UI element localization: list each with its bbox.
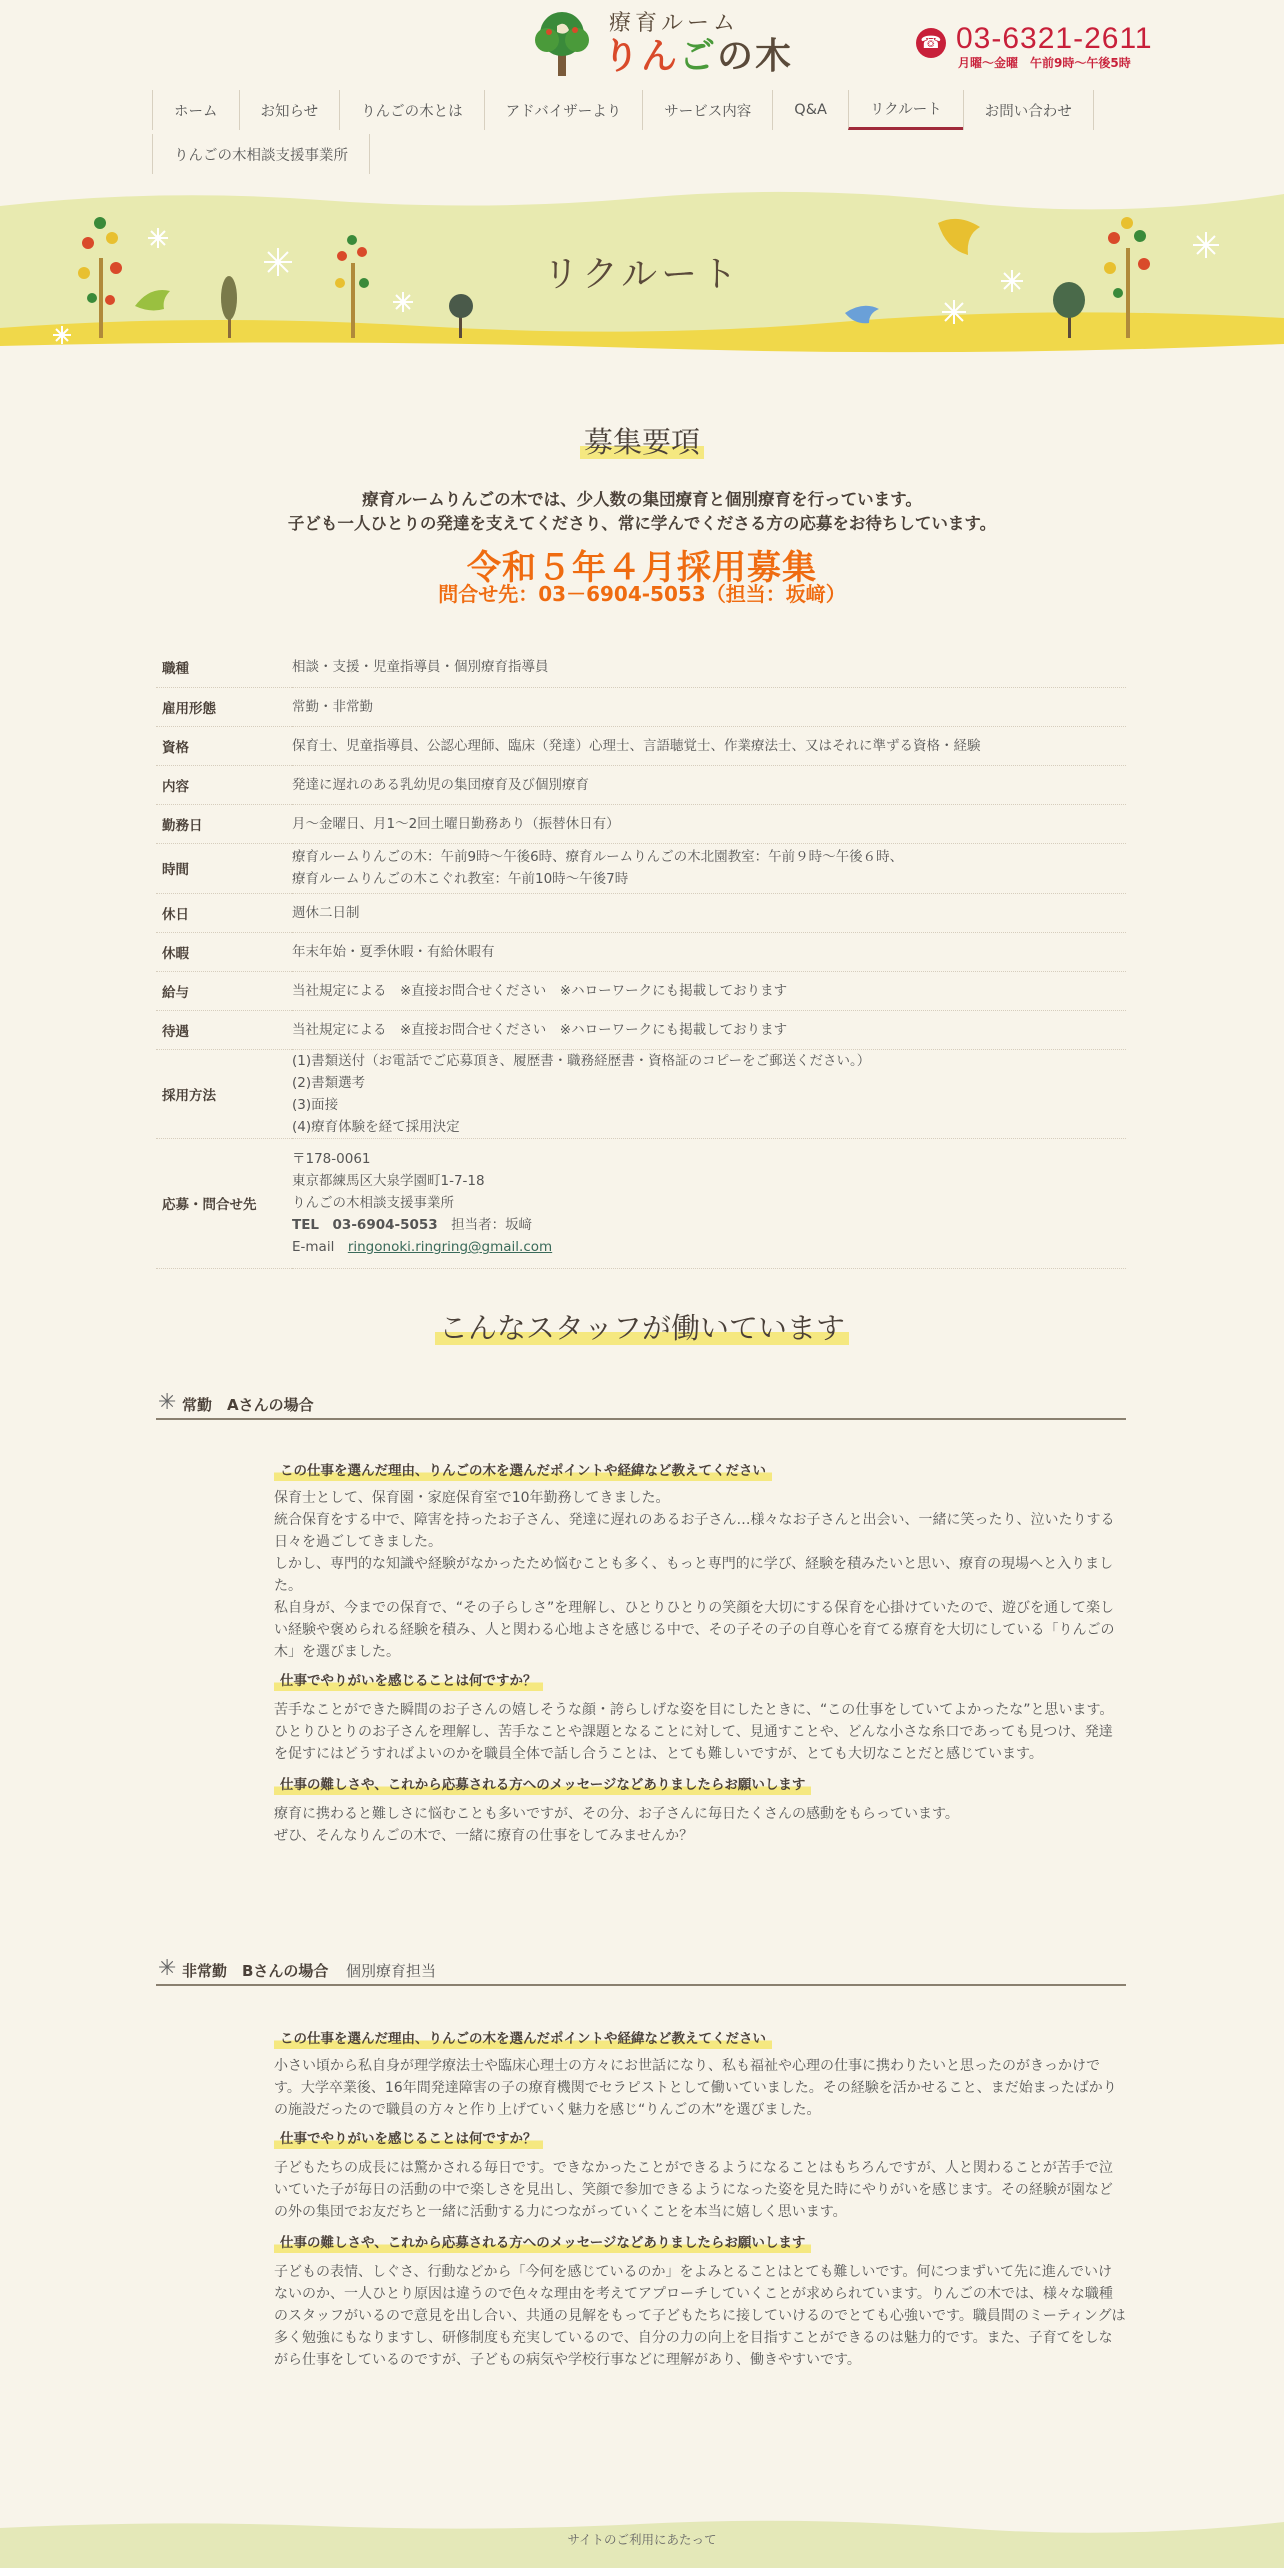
table-row: 待遇 当社規定による ※直接お問合せください ※ハローワークにも掲載しております [156,1010,1126,1049]
nav-item-home[interactable]: ホーム [152,90,239,130]
answer-text: 子どもの表情、しぐさ、行動などから「今何を感じているのか」をよみとることはとても難しいです。何につまずいて先に進んでいけないのか、一人ひとり原因は違うので色々な理由を考えてアプローチしていくことが求められています。りんごの木では、様々な職種のスタッフがいるので意見を出し合い、共通の見解をもって子どもたちに接していけるのでとても心強いです。職員間のミーティングは多く勉強にもなりますし、研修制度も充実しているので、自分の力の向上を目指すことができるのは魅力的です。また、子育てをしながら仕事をしているのですが、子どもの病気や学校行事などに理解があり、働きやすいです。 [274,2264,1126,2368]
table-row: 応募・問合せ先 〒178-0061 東京都練馬区大泉学園町1-7-18 りんごの木相談支援事業所 TEL 03-6904-5053 担当者：坂﨑 E-mail ringonoki.ringring@gmail.com [156,1138,1126,1268]
staff-a-header: ✳ 常勤 Aさんの場合 [156,1390,1126,1420]
nav-item-about[interactable]: りんごの木とは [339,90,484,130]
nav-item-services[interactable]: サービス内容 [642,90,772,130]
site-header [0,0,1284,80]
nav-item-contact[interactable]: お問い合わせ [963,90,1094,130]
table-row: 休日 週休二日制 [156,893,1126,932]
table-row: 採用方法 (1)書類送付（お電話でご応募頂き、履歴書・職務経歴書・資格証のコピーをご郵送ください。） (2)書類選考 (3)面接 (4)療育体験を経て採用決定 [156,1049,1126,1138]
question-heading: この仕事を選んだ理由、りんごの木を選んだポイントや経緯など教えてください [274,1461,772,1481]
answer-text: 苦手なことができた瞬間のお子さんの嬉しそうな顔・誇らしげな姿を目にしたときに、“この仕事をしていてよかったな”と思います。ひとりひとりのお子さんを理解し、苦手なことや課題となることに対して、見通すことや、どんな小さな糸口であっても見つけ、発達を促すにはどうすればよいのかを職員全体で話し合うことは、とても難しいですが、とても大切なことだと感じています。 [274,1702,1114,1762]
nav-item-recruit[interactable]: リクルート [848,90,963,130]
answer-text: 小さい頃から私自身が理学療法士や臨床心理士の方々にお世話になり、私も福祉や心理の仕事に携わりたいと思ったのがきっかけです。大学卒業後、16年間発達障害の子の療育機関でセラピストとして働いていました。その経験を活かせること、まだ始まったばかりの施設だったので職員の方々と作り上げていく魅力を感じ“りんごの木”を選びました。 [274,2058,1117,2118]
table-row: 資格 保育士、児童指導員、公認心理師、臨床（発達）心理士、言語聴覚士、作業療法士、又はそれに準ずる資格・経験 [156,726,1126,765]
page-banner [0,188,1284,363]
table-row: 時間 療育ルームりんごの木：午前9時～午後6時、療育ルームりんごの木北園教室：午前９時～午後６時、 療育ルームりんごの木こぐれ教室：午前10時～午後7時 [156,843,1126,893]
table-row: 勤務日 月～金曜日、月1～2回土曜日勤務あり（振替休日有） [156,804,1126,843]
apple-tree-logo-icon [531,10,593,78]
recruit-intro: 療育ルームりんごの木では、少人数の集団療育と個別療育を行っています。 子ども一人ひとりの発達を支えてくださり、常に学んでくださる方の応募をお待ちしています。 [287,490,997,533]
staff-section-title: こんなスタッフが働いています [0,1306,1284,1347]
logo-title: りんごの木 [603,36,794,77]
phone-number[interactable]: 03-6321-2611 [956,22,1153,55]
answer-text: 子どもたちの成長には驚かされる毎日です。できなかったことができるようになることはもちろんですが、人と関わることが苦手で泣いていた子が毎日の活動の中で楽しさを見出し、笑顔で参加できるようになった姿を見た時にやりがいを感じます。その経験が園などの外の集団でお友だちと一緒に活動する力につながっていくことを本当に嬉しく思います。 [274,2160,1113,2220]
table-row: 職種 相談・支援・児童指導員・個別療育指導員 [156,648,1126,687]
nav-item-qa[interactable]: Q&A [772,90,848,130]
question-heading: 仕事の難しさや、これから応募される方へのメッセージなどありましたらお願いします [274,1775,811,1795]
recruit-contact: 問合せ先：03－6904-5053（担当：坂﨑） [438,582,846,606]
asterisk-icon: ✳ [158,1390,177,1415]
table-row: 内容 発達に遅れのある乳幼児の集団療育及び個別療育 [156,765,1126,804]
asterisk-icon: ✳ [158,1956,177,1981]
site-logo[interactable] [531,10,793,78]
logo-subtitle: 療育ルーム [609,11,740,36]
phone-icon: ☎ [916,28,946,58]
page-title: リクルート [542,254,742,295]
table-row: 給与 当社規定による ※直接お問合せください ※ハローワークにも掲載しております [156,971,1126,1010]
table-row: 雇用形態 常勤・非常勤 [156,687,1126,726]
staff-a-body [274,1460,1126,1847]
nav-item-consultation-office[interactable]: りんごの木相談支援事業所 [152,134,370,174]
site-terms-link[interactable]: サイトのご利用にあたって [567,2532,717,2547]
recruit-section-title: 募集要項 [0,420,1284,461]
question-heading: 仕事でやりがいを感じることは何ですか？ [274,1671,543,1691]
nav-item-news[interactable]: お知らせ [239,90,340,130]
phone-hours: 月曜～金曜 午前9時～午後5時 [958,56,1131,70]
recruit-headline: 令和５年４月採用募集 [467,548,817,588]
nav-item-advisor[interactable]: アドバイザーより [484,90,643,130]
question-heading: この仕事を選んだ理由、りんごの木を選んだポイントや経緯など教えてください [274,2029,772,2049]
table-row: 休暇 年末年始・夏季休暇・有給休暇有 [156,932,1126,971]
job-requirements-table [156,648,1126,1269]
email-link[interactable]: ringonoki.ringring@gmail.com [347,1239,553,1255]
answer-text: 保育士として、保育園・家庭保育室で10年勤務してきました。 統合保育をする中で、障害を持ったお子さん、発達に遅れのあるお子さん…様々なお子さんと出会い、一緒に笑ったり、泣いたりする日々を過ごしてきました。 しかし、専門的な知識や経験がなかったため悩むことも多く、もっと専門的に学び、経験を積みたいと思い、療育の現場へと入りました。 私自身が、今までの保育で、“その子らしさ”を理解し、ひとりひとりの笑顔を大切にする保育を心掛けていたので、遊びを通して楽しい経験や褒められる経験を積み、人と関わる心地よさを感じる中で、その子その子の自尊心を育てる療育を大切にしている「りんごの木」を選びました。 [274,1490,1115,1660]
site-footer [0,2518,1284,2568]
staff-b-body [274,2028,1126,2371]
global-nav [152,90,1132,174]
question-heading: 仕事の難しさや、これから応募される方へのメッセージなどありましたらお願いします [274,2233,811,2253]
question-heading: 仕事でやりがいを感じることは何ですか？ [274,2129,543,2149]
answer-text: 療育に携わると難しさに悩むことも多いですが、その分、お子さんに毎日たくさんの感動をもらっています。 ぜひ、そんなりんごの木で、一緒に療育の仕事をしてみませんか？ [274,1806,959,1844]
staff-b-header: ✳ 非常勤 Bさんの場合 個別療育担当 [156,1956,1126,1986]
